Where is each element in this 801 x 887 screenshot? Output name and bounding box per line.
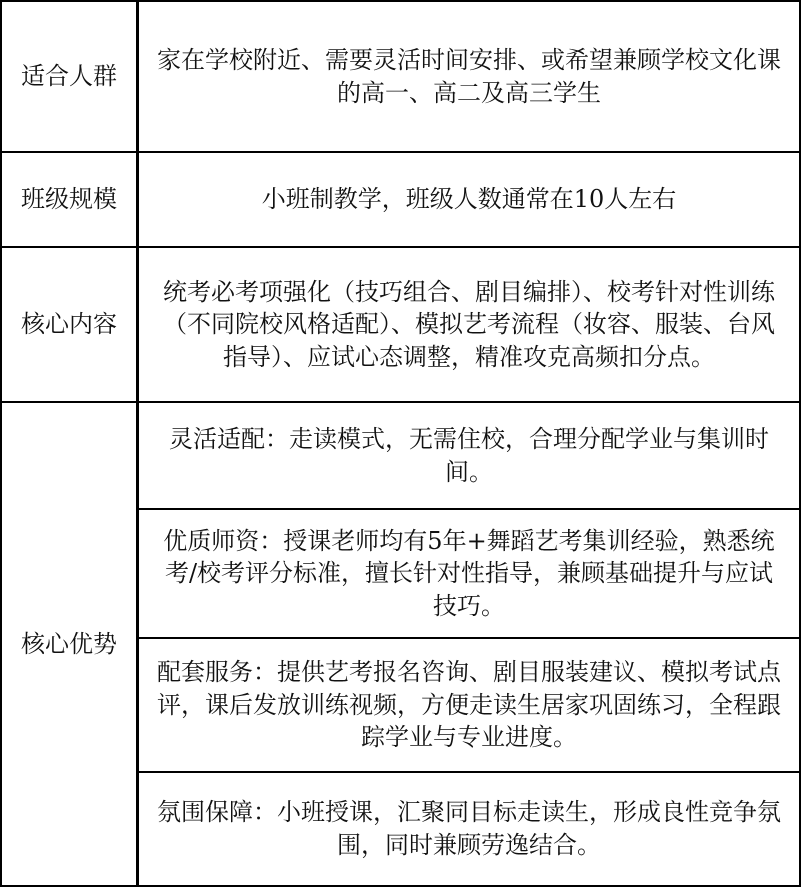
label-class-size — [0, 151, 138, 248]
content-target-audience — [137, 0, 801, 153]
advantage-item — [137, 637, 801, 773]
content-class-size — [137, 151, 801, 248]
advantage-text: 配套服务：提供艺考报名咨询、剧目服装建议、模拟考试点评，课后发放训练视频，方便走读生居家巩固练习，全程跟踪学业与专业进度。 — [157, 658, 781, 752]
advantage-text: 氛围保障：小班授课，汇聚同目标走读生，形成良性竞争氛围，同时兼顾劳逸结合。 — [157, 798, 781, 859]
advantage-item — [137, 771, 801, 887]
content-core-content — [137, 246, 801, 403]
advantage-item — [137, 401, 801, 510]
label-core-content — [0, 246, 138, 403]
content-text: 统考必考项强化（技巧组合、剧目编排）、校考针对性训练（不同院校风格适配）、模拟艺考流程（妆容、服装、台风指导）、应试心态调整，精准攻克高频扣分点。 — [163, 277, 775, 371]
label-core-advantages — [0, 401, 138, 887]
label-text: 适合人群 — [21, 62, 117, 91]
label-text: 班级规模 — [21, 185, 117, 214]
advantage-item — [137, 508, 801, 639]
advantage-text: 优质师资：授课老师均有5年+舞蹈艺考集训经验，熟悉统考/校考评分标准，擅长针对性指导，兼顾基础提升与应试技巧。 — [163, 526, 775, 620]
advantage-text: 灵活适配：走读模式，无需住校，合理分配学业与集训时间。 — [169, 424, 769, 486]
content-text: 小班制教学，班级人数通常在10人左右 — [261, 185, 677, 214]
label-text: 核心优势 — [21, 629, 117, 658]
label-text: 核心内容 — [21, 310, 117, 339]
content-text: 家在学校附近、需要灵活时间安排、或希望兼顾学校文化课的高一、高二及高三学生 — [157, 45, 781, 107]
label-target-audience — [0, 0, 138, 153]
